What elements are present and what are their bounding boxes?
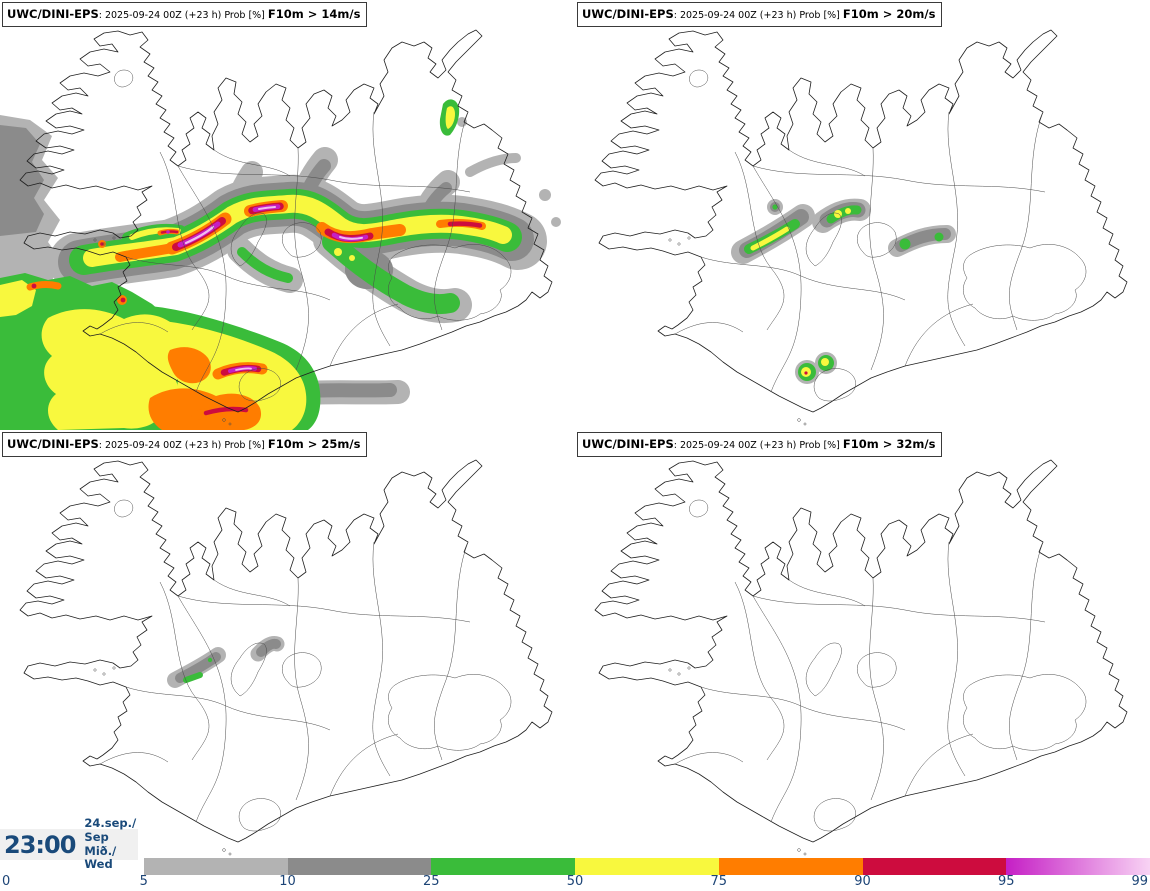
model-name: UWC/DINI-EPS [582,437,674,451]
map-panel-f10m-25ms [0,430,575,860]
model-name: UWC/DINI-EPS [582,7,674,21]
colorbar-tick: 50 [566,874,584,889]
run-info: : 2025-09-24 00Z (+23 h) Prob [%] [98,440,268,451]
run-info: : 2025-09-24 00Z (+23 h) Prob [%] [673,440,843,451]
threshold-label: F10m > 20m/s [842,7,936,21]
panel-title-20ms [577,2,942,27]
valid-time: 23:00 [4,830,76,859]
colorbar-segment [144,858,288,875]
threshold-label: F10m > 32m/s [842,437,936,451]
iceland-probability-map-20ms [575,0,1150,430]
colorbar-tick: 90 [854,874,871,889]
colorbar-segment [575,858,719,875]
probability-field-25ms [175,643,277,680]
colorbar-tick: 25 [422,874,440,889]
colorbar-segment [1006,858,1150,875]
model-name: UWC/DINI-EPS [7,437,99,451]
colorbar-tick: 0 [2,874,11,889]
colorbar-tick: 95 [997,874,1015,889]
run-info: : 2025-09-24 00Z (+23 h) Prob [%] [98,10,268,21]
map-panel-f10m-32ms [575,430,1150,860]
colorbar-segment [288,858,432,875]
map-panel-f10m-14ms [0,0,575,430]
threshold-label: F10m > 14m/s [267,7,361,21]
probability-colorbar [0,858,1150,875]
colorbar-tick: 75 [710,874,728,889]
colorbar-tick: 10 [279,874,296,889]
iceland-probability-map-25ms [0,430,575,860]
iceland-probability-map-14ms [0,0,575,430]
date-line: 24.sep./ Sep [84,815,137,844]
colorbar-segment [431,858,575,875]
colorbar-segment [719,858,863,875]
panel-title-14ms [2,2,367,27]
colorbar-tick: 5 [139,874,148,889]
panel-title-25ms [2,432,367,457]
model-name: UWC/DINI-EPS [7,7,99,21]
valid-time-box [0,815,138,872]
threshold-label: F10m > 25m/s [267,437,361,451]
map-panel-f10m-20ms [575,0,1150,430]
probability-field-20ms [743,199,947,384]
colorbar-tick: 99 [1131,874,1148,889]
day-line: Mið./ Wed [84,843,117,872]
iceland-probability-map-32ms [575,430,1150,860]
run-info: : 2025-09-24 00Z (+23 h) Prob [%] [673,10,843,21]
panel-title-32ms [577,432,942,457]
colorbar-tick-labels [0,874,1150,891]
colorbar-segment [863,858,1007,875]
